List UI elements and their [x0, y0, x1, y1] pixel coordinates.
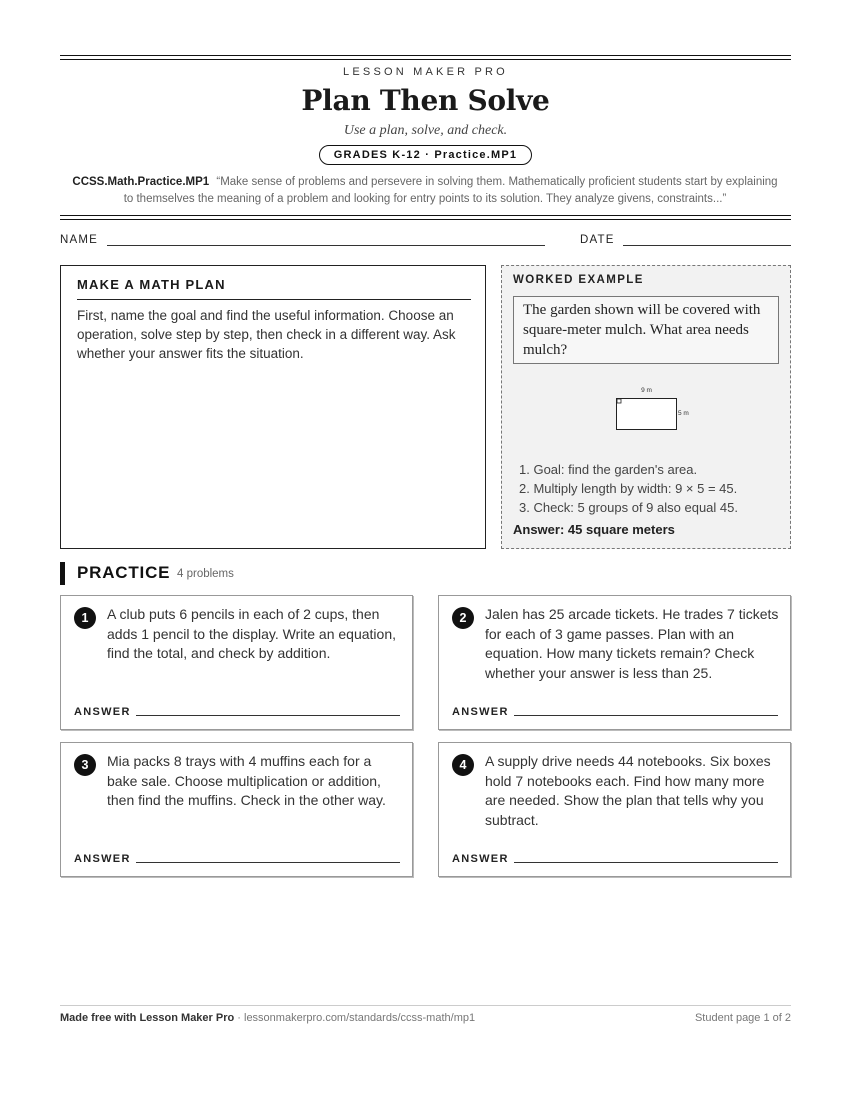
footer-url[interactable]: lessonmakerpro.com/standards/ccss-math/mp1 — [244, 1012, 476, 1024]
date-field[interactable] — [623, 245, 791, 246]
worked-example-heading: WORKED EXAMPLE — [513, 274, 644, 286]
problem-card-3 — [60, 742, 413, 877]
grade-badge-wrap — [60, 145, 791, 165]
problem-card-4 — [438, 742, 791, 877]
problem-text: Mia packs 8 trays with 4 muffins each for a bake sale. Choose multiplication or addition, then find the muffins. Check in the other way. — [107, 753, 386, 808]
standard-text: “Make sense of problems and persevere in solving them. Mathematically proficient students start by explaining to themselves the meaning of a problem and looking for entry points to its solution. They analyze givens, constraints...” — [123, 176, 778, 205]
page-title: Plan Then Solve — [301, 84, 550, 117]
answer-label: ANSWER — [74, 706, 131, 718]
practice-title: PRACTICE — [77, 563, 171, 582]
date-label: DATE — [580, 234, 615, 246]
footer-credit — [60, 1012, 475, 1024]
brand-name: LESSON MAKER PRO — [343, 66, 508, 78]
worked-example-step: 3. Check: 5 groups of 9 also equal 45. — [519, 500, 738, 515]
problem-card-2 — [438, 595, 791, 730]
math-plan-rule — [77, 299, 471, 300]
garden-rectangle — [617, 399, 677, 430]
worked-example-question: The garden shown will be covered with square-meter mulch. What area needs mulch? — [513, 296, 779, 364]
problem-number-badge: 1 — [74, 607, 96, 629]
answer-field[interactable] — [136, 862, 400, 863]
problem-card-1 — [60, 595, 413, 730]
problem-text: A club puts 6 pencils in each of 2 cups, then adds 1 pencil to the display. Write an equation, find the total, and check by addition. — [107, 606, 396, 661]
worked-example-box — [501, 265, 791, 549]
standard-description — [72, 174, 778, 208]
garden-length-label: 9 m — [641, 387, 652, 394]
worked-example-step: 1. Goal: find the garden's area. — [519, 462, 698, 477]
footer-separator: · — [234, 1012, 244, 1024]
footer-made-with: Made free with Lesson Maker Pro — [60, 1012, 235, 1024]
worked-example-steps — [519, 460, 738, 517]
grade-badge: GRADES K-12 · Practice.MP1 — [319, 145, 532, 165]
problem-number-badge: 4 — [452, 754, 474, 776]
problem-text: A supply drive needs 44 notebooks. Six boxes hold 7 notebooks each. Find how many more are needed. Show the plan that tells why you subtract. — [485, 753, 771, 828]
answer-label: ANSWER — [452, 853, 509, 865]
problem-number-badge: 3 — [74, 754, 96, 776]
garden-diagram — [502, 266, 790, 466]
math-plan-box — [60, 265, 486, 549]
footer-rule — [60, 1005, 791, 1006]
footer-page-number: Student page 1 of 2 — [694, 1012, 791, 1024]
worked-example-step: 2. Multiply length by width: 9 × 5 = 45. — [519, 481, 738, 496]
name-field[interactable] — [107, 245, 545, 246]
answer-label: ANSWER — [74, 853, 131, 865]
math-plan-heading: MAKE A MATH PLAN — [77, 277, 226, 292]
standard-code: CCSS.Math.Practice.MP1 — [72, 176, 210, 188]
answer-label: ANSWER — [452, 706, 509, 718]
problem-number-badge: 2 — [452, 607, 474, 629]
problem-text: Jalen has 25 arcade tickets. He trades 7 tickets for each of 3 game passes. Plan with an equation. How many tickets remain? Check whether your answer is less than 25. — [485, 606, 779, 681]
answer-field[interactable] — [514, 862, 778, 863]
answer-field[interactable] — [514, 715, 778, 716]
practice-count: 4 problems — [177, 568, 234, 580]
answer-field[interactable] — [136, 715, 400, 716]
math-plan-text: First, name the goal and find the useful information. Choose an operation, solve step by step, then check in a different way. Ask whether your answer fits the situation. — [77, 308, 456, 361]
practice-accent-bar — [60, 562, 65, 585]
worked-example-answer: Answer: 45 square meters — [513, 522, 675, 537]
name-label: NAME — [60, 234, 99, 246]
page-subtitle: Use a plan, solve, and check. — [343, 123, 508, 138]
garden-width-label: 5 m — [678, 410, 689, 417]
header-top-rule — [60, 55, 791, 60]
header-bottom-rule — [60, 215, 791, 220]
